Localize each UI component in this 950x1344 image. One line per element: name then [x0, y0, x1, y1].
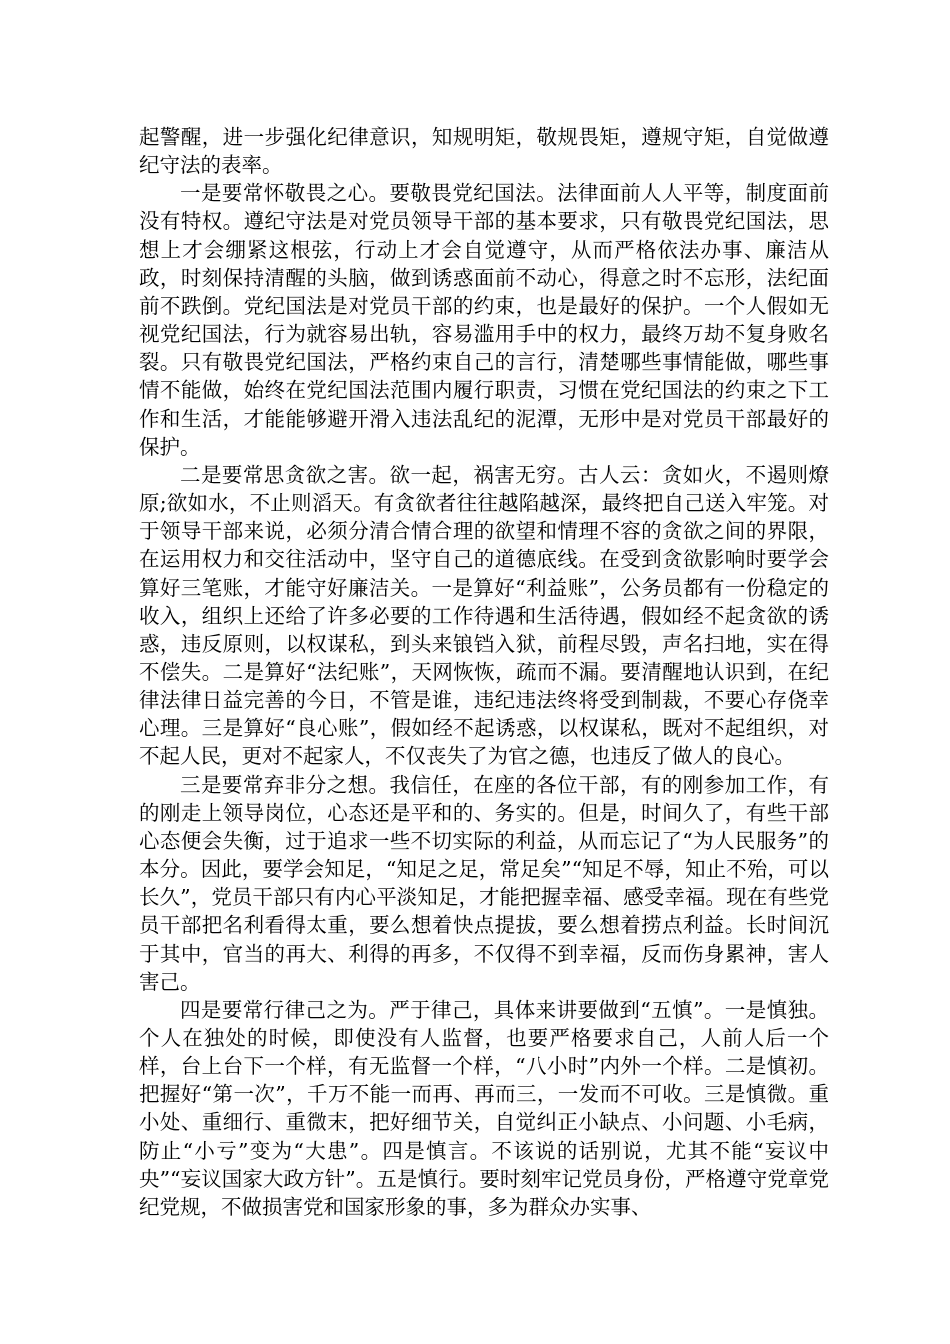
paragraph-self-discipline: 四是要常行律己之为。严于律己，具体来讲要做到“五慎”。一是慎独。个人在独处的时候，即使没有人监督，也要严格要求自己，人前人后一个样，台上台下一个样，有无监督一个样，“八小时”内外一个样。二是慎初。把握好“第一次”，千万不能一而再、再而三，一发而不可收。三是慎微。重小处、重细行、重微末，把好细节关，自觉纠正小缺点、小问题、小毛病，防止“小亏”变为“大患”。四是慎言。不该说的话别说，尤其不能“妄议中央”“妄议国家大政方针”。五是慎行。要时刻牢记党员身份，严格遵守党章党纪党规，不做损害党和国家形象的事，多为群众办实事、 [139, 997, 829, 1219]
paragraph-ambition: 三是要常弃非分之想。我信任，在座的各位干部，有的刚参加工作，有的刚走上领导岗位，心态还是平和的、务实的。但是，时间久了，有些干部心态便会失衡，过于追求一些不切实际的利益，从而忘记了“为人民服务”的本分。因此，要学会知足，“知足之足，常足矣”“知足不辱，知止不殆，可以长久”，党员干部只有内心平淡知足，才能把握幸福、感受幸福。现在有些党员干部把名利看得太重，要么想着快点提拔，要么想着捞点利益。长时间沉于其中，官当的再大、利得的再多，不仅得不到幸福，反而伤身累神，害人害己。 [139, 772, 829, 994]
document-body [139, 123, 829, 1221]
paragraph-continuation: 起警醒，进一步强化纪律意识，知规明矩，敬规畏矩，遵规守矩，自觉做遵纪守法的表率。 [139, 125, 829, 178]
paragraph-awe: 一是要常怀敬畏之心。要敬畏党纪国法。法律面前人人平等，制度面前没有特权。遵纪守法是对党员领导干部的基本要求，只有敬畏党纪国法，思想上才会绷紧这根弦，行动上才会自觉遵守，从而严格依法办事、廉洁从政，时刻保持清醒的头脑，做到诱惑面前不动心，得意之时不忘形，法纪面前不跌倒。党纪国法是对党员干部的约束，也是最好的保护。一个人假如无视党纪国法，行为就容易出轨，容易滥用手中的权力，最终万劫不复身败名裂。只有敬畏党纪国法，严格约束自己的言行，清楚哪些事情能做，哪些事情不能做，始终在党纪国法范围内履行职责，习惯在党纪国法的约束之下工作和生活，才能能够避开滑入违法乱纪的泥潭，无形中是对党员干部最好的保护。 [139, 181, 829, 459]
paragraph-greed: 二是要常思贪欲之害。欲一起，祸害无穷。古人云：贪如火，不遏则燎原;欲如水，不止则滔天。有贪欲者往往越陷越深，最终把自己送入牢笼。对于领导干部来说，必须分清合情合理的欲望和情理不容的贪欲之间的界限，在运用权力和交往活动中，坚守自己的道德底线。在受到贪欲影响时要学会算好三笔账，才能守好廉洁关。一是算好“利益账”，公务员都有一份稳定的收入，组织上还给了许多必要的工作待遇和生活待遇，假如经不起贪欲的诱惑，违反原则，以权谋私，到头来锒铛入狱，前程尽毁，声名扫地，实在得不偿失。二是算好“法纪账”，天网恢恢，疏而不漏。要清醒地认识到，在纪律法律日益完善的今日，不管是谁，违纪违法终将受到制裁，不要心存侥幸心理。三是算好“良心账”，假如经不起诱惑，以权谋私，既对不起组织，对不起人民，更对不起家人，不仅丧失了为官之德，也违反了做人的良心。 [139, 462, 829, 769]
